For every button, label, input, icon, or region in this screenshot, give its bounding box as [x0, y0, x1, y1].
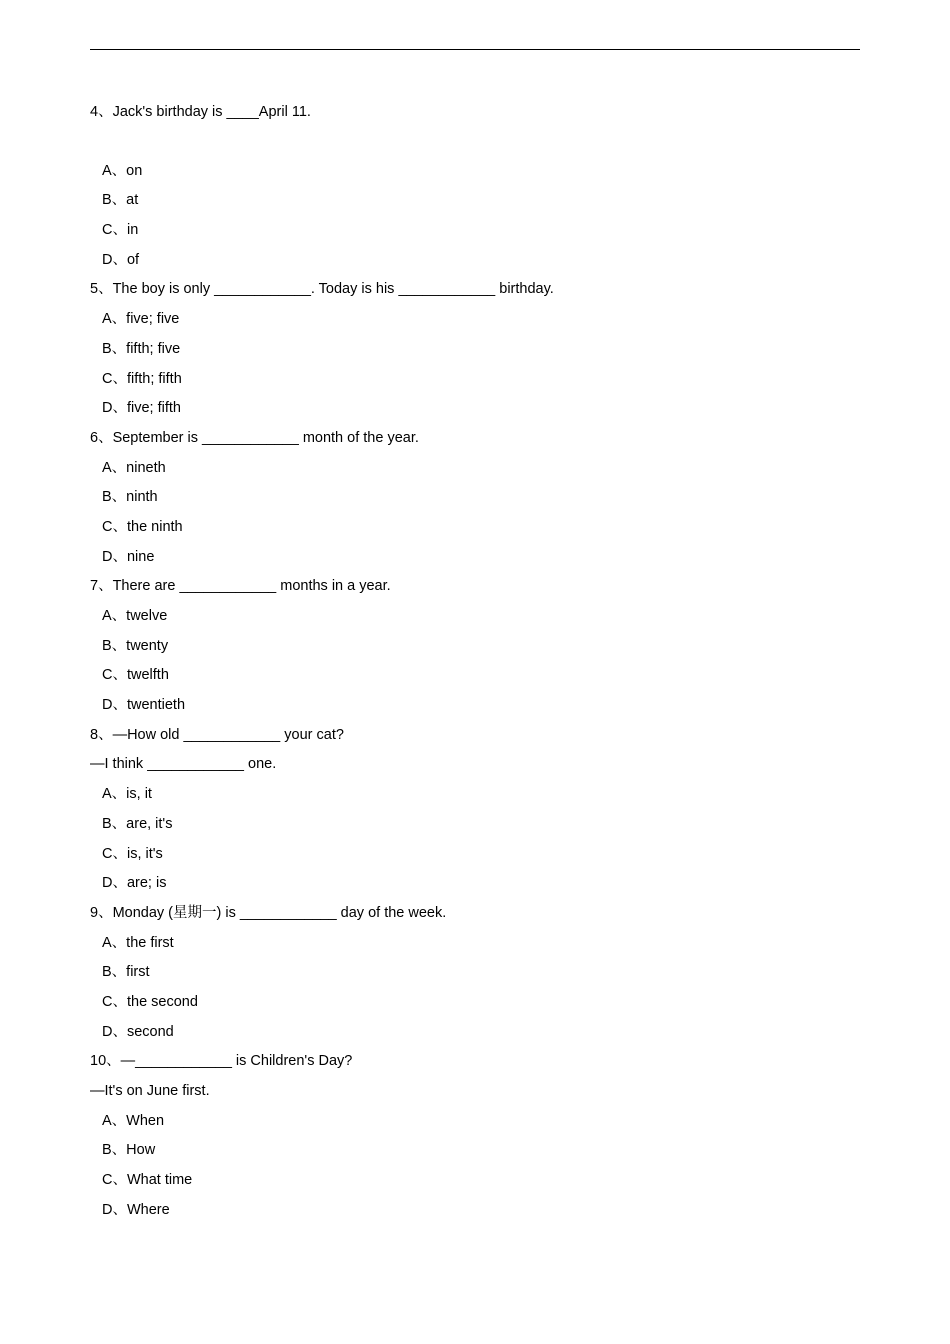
option-b[interactable]: B、are, it's: [102, 815, 173, 832]
question-stem-line-2: —I think ____________ one.: [90, 756, 277, 773]
question-stem: 5、The boy is only ____________. Today is his ____________ birthday.: [90, 281, 554, 298]
option-b[interactable]: B、first: [102, 964, 150, 981]
question-4: [90, 98, 860, 275]
question-stem: 10、—____________ is Children's Day?: [90, 1053, 353, 1070]
option-a[interactable]: A、five; five: [102, 311, 180, 328]
question-8: [90, 721, 860, 899]
option-d[interactable]: D、second: [102, 1023, 174, 1040]
question-list: [90, 98, 860, 1225]
option-c[interactable]: C、twelfth: [102, 667, 169, 684]
question-10: [90, 1047, 860, 1225]
option-b[interactable]: B、twenty: [102, 637, 169, 654]
spacer: [90, 128, 860, 157]
question-5: [90, 275, 860, 423]
option-d[interactable]: D、of: [102, 251, 140, 268]
option-c[interactable]: C、What time: [102, 1172, 193, 1189]
option-a[interactable]: A、twelve: [102, 608, 168, 624]
question-stem-line-2: —It's on June first.: [90, 1083, 210, 1099]
option-c[interactable]: C、is, it's: [102, 845, 163, 862]
question-9: [90, 899, 860, 1047]
question-stem: 6、September is ____________ month of the year.: [90, 429, 419, 446]
question-7: [90, 572, 860, 720]
option-b[interactable]: B、fifth; five: [102, 340, 181, 357]
option-c[interactable]: C、in: [102, 222, 139, 239]
option-d[interactable]: D、are; is: [102, 875, 167, 892]
option-c[interactable]: C、fifth; fifth: [102, 370, 182, 387]
question-stem: 7、There are ____________ months in a year.: [90, 578, 391, 595]
option-a[interactable]: A、nineth: [102, 459, 166, 476]
option-b[interactable]: B、at: [102, 192, 139, 209]
header-rule: [90, 49, 860, 50]
question-stem: 8、—How old ____________ your cat?: [90, 726, 344, 743]
question-stem: 4、Jack's birthday is ____April 11.: [90, 104, 311, 120]
option-a[interactable]: A、is, it: [102, 786, 152, 803]
option-a[interactable]: A、When: [102, 1112, 165, 1129]
option-d[interactable]: D、nine: [102, 548, 155, 565]
option-d[interactable]: D、twentieth: [102, 697, 186, 714]
option-b[interactable]: B、How: [102, 1142, 156, 1159]
question-stem: 9、Monday (星期一) is ____________ day of the week.: [90, 904, 447, 921]
question-6: [90, 424, 860, 572]
option-d[interactable]: D、five; fifth: [102, 400, 181, 417]
option-a[interactable]: A、on: [102, 162, 143, 179]
option-d[interactable]: D、Where: [102, 1201, 170, 1218]
option-c[interactable]: C、the second: [102, 993, 198, 1010]
option-a[interactable]: A、the first: [102, 934, 174, 951]
option-b[interactable]: B、ninth: [102, 489, 158, 506]
option-c[interactable]: C、the ninth: [102, 518, 183, 535]
